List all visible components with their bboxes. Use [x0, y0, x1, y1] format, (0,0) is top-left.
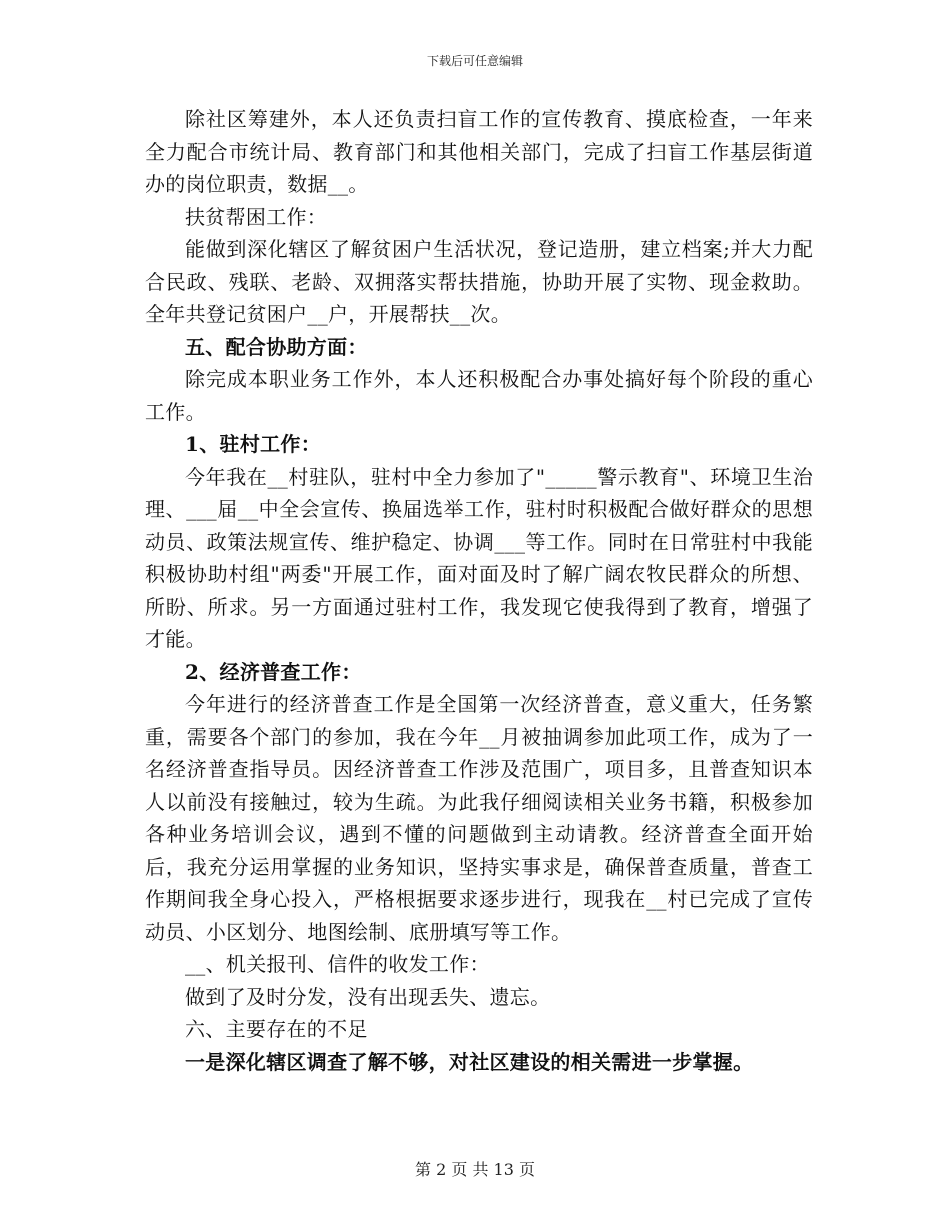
section-heading: 六、主要存在的不足 — [185, 1017, 368, 1041]
paragraph: 一是深化辖区调查了解不够，对社区建设的相关需进一步掌握。 — [185, 1049, 754, 1074]
paragraph: 扶贫帮困工作： — [185, 204, 328, 229]
paragraph: 今年进行的经济普查工作是全国第一次经济普查，意义重大，任务繁重，需要各个部门的参加，我在今年__月被抽调参加此项工作，成为了一名经济普查指导员。因经济普查工作涉及范围广，项目多，且普查知识本人以前没有接触过，较为生疏。为此我仔细阅读相关业务书籍，积极参加各种业务培训会议，遇到不懂的问题做到主动请教。经济普查全面开始后，我充分运用掌握的业务知识，坚持实事求是，确保普查质量，普查工作期间我全身心投入，严格根据要求逐步进行，现我在__村已完成了宣传动员、小区划分、地图绘制、底册填写等工作。 — [145, 692, 813, 944]
section-heading: 五、配合协助方面： — [185, 334, 368, 359]
paragraph: 今年我在__村驻队，驻村中全力参加了"_____警示教育"、环境卫生治理、___届__中全会宣传、换届选举工作，驻村时积极配合做好群众的思想动员、政策法规宣传、维护稳定、协调___等工作。同时在日常驻村中我能积极协助村组"两委"开展工作，面对面及时了解广阔农牧民群众的所想、所盼、所求。另一方面通过驻村工作，我发现它使我得到了教育，增强了才能。 — [145, 464, 813, 651]
paragraph: __、机关报刊、信件的收发工作： — [185, 952, 490, 976]
subsection-heading: 2、经济普查工作： — [185, 659, 362, 684]
page-header: 下载后可任意编辑 — [426, 54, 523, 68]
paragraph: 除社区筹建外，本人还负责扫盲工作的宣传教育、摸底检查，一年来全力配合市统计局、教育部门和其他相关部门，完成了扫盲工作基层街道办的岗位职责，数据__。 — [145, 107, 813, 196]
paragraph: 做到了及时分发，没有出现丢失、遗忘。 — [185, 984, 551, 1009]
paragraph: 除完成本职业务工作外，本人还积极配合办事处搞好每个阶段的重心工作。 — [145, 367, 813, 424]
page-footer: 第 2 页 共 13 页 — [415, 1160, 535, 1179]
paragraph: 能做到深化辖区了解贫困户生活状况，登记造册，建立档案;并大力配合民政、残联、老龄、双拥落实帮扶措施，协助开展了实物、现金救助。全年共登记贫困户__户，开展帮扶__次。 — [145, 237, 813, 326]
subsection-heading: 1、驻村工作： — [185, 432, 322, 456]
document-body — [145, 103, 813, 1078]
